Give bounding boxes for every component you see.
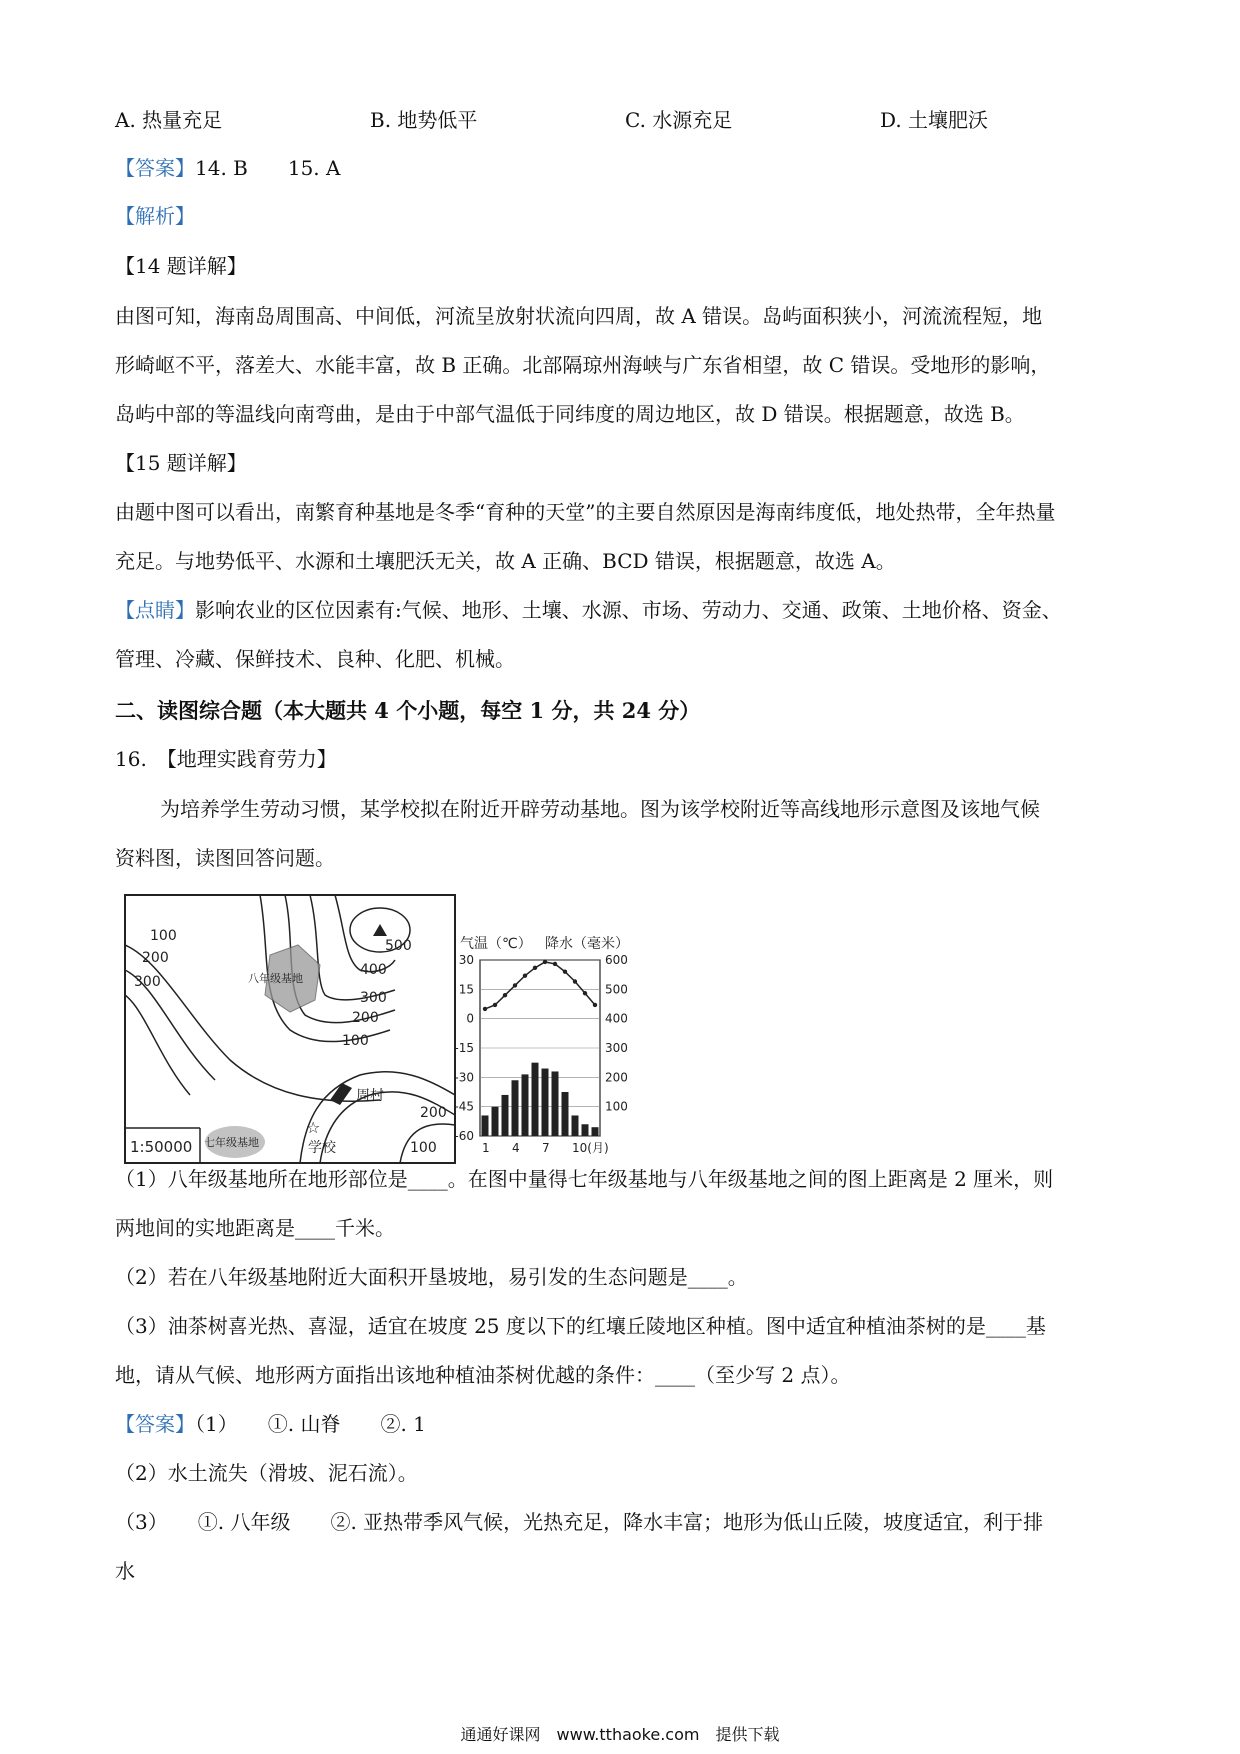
village-label: 周村 bbox=[356, 1088, 384, 1104]
temp-point bbox=[533, 966, 537, 970]
base7-label: 七年级基地 bbox=[204, 1136, 259, 1149]
precip-tick-label: 300 bbox=[605, 1041, 628, 1055]
school-label: 学校 bbox=[308, 1140, 336, 1156]
precip-tick-label: 200 bbox=[605, 1070, 628, 1085]
month-tick-label: 1 bbox=[482, 1141, 490, 1155]
contour-map bbox=[125, 895, 455, 1163]
answer-text: 14. B 15. A bbox=[195, 156, 341, 180]
q16-sub1-line2: 两地间的实地距离是____千米。 bbox=[115, 1216, 395, 1240]
contour-value: 100 bbox=[410, 1140, 437, 1156]
option-c: C. 水源充足 bbox=[625, 108, 733, 132]
contour-value: 400 bbox=[360, 962, 387, 978]
dianjing-tag: 【点睛】 bbox=[115, 598, 195, 622]
school-icon: ☆ bbox=[306, 1118, 321, 1137]
option-b: B. 地势低平 bbox=[370, 108, 478, 132]
answer16-a2: （2）水土流失（滑坡、泥石流）。 bbox=[115, 1461, 418, 1485]
temp-point bbox=[563, 970, 567, 974]
precip-bar bbox=[492, 1107, 499, 1136]
answer16-tag: 【答案】 bbox=[115, 1412, 195, 1436]
q15-heading: 【15 题详解】 bbox=[115, 451, 247, 475]
option-a: A. 热量充足 bbox=[115, 108, 223, 132]
answer16-a3-line2: 水 bbox=[115, 1559, 135, 1583]
q15-line-1: 由题中图可以看出，南繁育种基地是冬季“育种的天堂”的主要自然原因是海南纬度低，地处热带，全年热量 bbox=[115, 500, 1056, 524]
temp-point bbox=[493, 1003, 497, 1007]
temp-tick-label: 15 bbox=[458, 982, 474, 997]
temp-axis-title: 气温（℃） bbox=[460, 936, 532, 952]
contour-value: 500 bbox=[385, 938, 412, 954]
precip-axis-title: 降水（毫米） bbox=[545, 936, 629, 952]
temp-point bbox=[593, 1003, 597, 1007]
precip-bar bbox=[572, 1115, 579, 1136]
precip-tick-label: 100 bbox=[605, 1099, 628, 1114]
figure bbox=[120, 890, 660, 1170]
contour-value: 200 bbox=[352, 1010, 379, 1026]
temp-point bbox=[513, 983, 517, 987]
contour-value: 100 bbox=[342, 1033, 369, 1049]
footer: 通通好课网 www.tthaoke.com 提供下载 bbox=[460, 1725, 780, 1744]
section-heading: 二、读图综合题（本大题共 4 个小题，每空 1 分，共 24 分） bbox=[115, 698, 701, 723]
contour-value: 100 bbox=[150, 928, 177, 944]
precip-bar bbox=[512, 1080, 519, 1136]
q16-sub3-line2: 地，请从气候、地形两方面指出该地种植油茶树优越的条件：____（至少写 2 点）。 bbox=[115, 1363, 851, 1387]
month-tick-label: 7 bbox=[542, 1141, 550, 1155]
temp-point bbox=[483, 1007, 487, 1011]
temp-point bbox=[523, 973, 527, 977]
precip-bar bbox=[562, 1092, 569, 1136]
answer16-a1: （1） ①. 山脊 ②. 1 bbox=[195, 1412, 426, 1436]
q16-sub1-line1: （1）八年级基地所在地形部位是____。在图中量得七年级基地与八年级基地之间的图上距离是 2 厘米，则 bbox=[115, 1167, 1054, 1191]
q16-sub3-line1: （3）油茶树喜光热、喜湿，适宜在坡度 25 度以下的红壤丘陵地区种植。图中适宜种植油茶树的是____基 bbox=[115, 1314, 1046, 1338]
precip-bar bbox=[552, 1071, 559, 1136]
temp-point bbox=[543, 960, 547, 964]
temp-tick-label: 0 bbox=[466, 1011, 474, 1026]
base8-label: 八年级基地 bbox=[248, 972, 303, 985]
contour-value: 200 bbox=[420, 1105, 447, 1121]
precip-bar bbox=[482, 1115, 489, 1136]
q14-line-2: 形崎岖不平，落差大、水能丰富，故 B 正确。北部隔琼州海峡与广东省相望，故 C 错误。受地形的影响， bbox=[115, 353, 1051, 377]
contour-value: 300 bbox=[134, 974, 161, 990]
precip-tick-label: 600 bbox=[605, 953, 628, 967]
dianjing-line-2: 管理、冷藏、保鲜技术、良种、化肥、机械。 bbox=[115, 647, 515, 671]
q16-intro-2: 资料图，读图回答问题。 bbox=[115, 846, 335, 870]
temp-point bbox=[573, 979, 577, 983]
precip-tick-label: 400 bbox=[605, 1011, 628, 1026]
dianjing-line-1 bbox=[115, 596, 1062, 624]
answer-tag: 【答案】 bbox=[115, 156, 195, 180]
precip-bar bbox=[522, 1074, 529, 1136]
temperature-line bbox=[485, 962, 595, 1009]
temp-tick-label: -60 bbox=[454, 1129, 474, 1143]
temp-tick-label: 30 bbox=[458, 953, 474, 967]
q15-line-2: 充足。与地势低平、水源和土壤肥沃无关，故 A 正确、BCD 错误，根据题意，故选 A。 bbox=[115, 549, 896, 573]
month-tick-label: 4 bbox=[512, 1141, 520, 1155]
precip-tick-label: 500 bbox=[605, 982, 628, 997]
precip-bar bbox=[502, 1095, 509, 1136]
answer16-a3-line1: （3） ①. 八年级 ②. 亚热带季风气候，光热充足，降水丰富；地形为低山丘陵，坡度适宜，利于排 bbox=[115, 1510, 1044, 1534]
precip-bar bbox=[532, 1063, 539, 1136]
precip-bar bbox=[592, 1127, 599, 1136]
precip-bar bbox=[582, 1124, 589, 1136]
month-tick-label: 10(月) bbox=[572, 1141, 609, 1155]
dianjing-text: 影响农业的区位因素有:气候、地形、土壤、水源、市场、劳动力、交通、政策、土地价格、资金、 bbox=[195, 598, 1062, 622]
q14-line-1: 由图可知，海南岛周围高、中间低，河流呈放射状流向四周，故 A 错误。岛屿面积狭小，河流流程短，地 bbox=[115, 304, 1043, 328]
answer16-line1 bbox=[115, 1410, 426, 1438]
temp-point bbox=[503, 993, 507, 997]
precip-bar bbox=[542, 1069, 549, 1136]
contour-value: 300 bbox=[360, 990, 387, 1006]
analysis-tag: 【解析】 bbox=[115, 204, 195, 228]
q14-heading: 【14 题详解】 bbox=[115, 254, 247, 278]
q16-intro-1: 为培养学生劳动习惯，某学校拟在附近开辟劳动基地。图为该学校附近等高线地形示意图及该地气候 bbox=[160, 797, 1040, 821]
temp-point bbox=[583, 991, 587, 995]
climate-chart bbox=[454, 935, 629, 1155]
option-d: D. 土壤肥沃 bbox=[880, 108, 989, 132]
answer-line bbox=[115, 154, 340, 182]
contour-value: 200 bbox=[142, 950, 169, 966]
temp-point bbox=[553, 962, 557, 966]
temp-tick-label: -15 bbox=[454, 1041, 474, 1055]
temp-tick-label: -30 bbox=[454, 1070, 474, 1085]
q14-line-3: 岛屿中部的等温线向南弯曲，是由于中部气温低于同纬度的周边地区，故 D 错误。根据题意，故选 B。 bbox=[115, 402, 1025, 426]
scale-label: 1:50000 bbox=[130, 1138, 193, 1156]
q16-sub2: （2）若在八年级基地附近大面积开垦坡地，易引发的生态问题是____。 bbox=[115, 1265, 748, 1289]
temp-tick-label: -45 bbox=[454, 1099, 474, 1114]
q16-title: 16. 【地理实践育劳力】 bbox=[115, 747, 337, 771]
